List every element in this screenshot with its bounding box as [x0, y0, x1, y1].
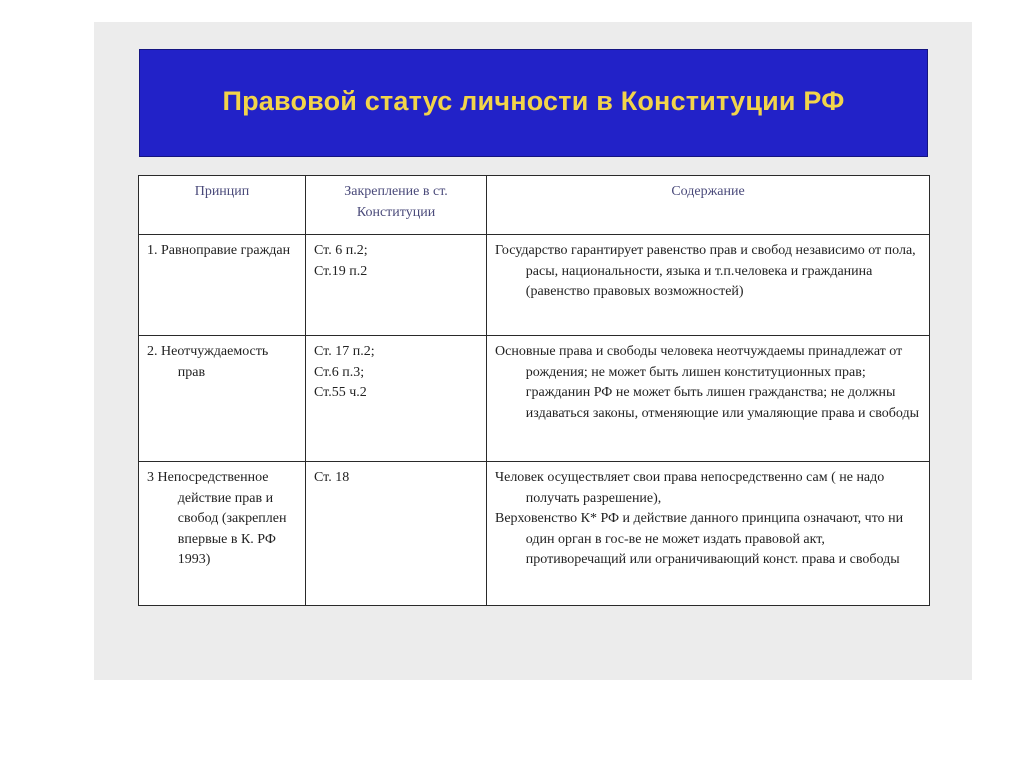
article-ref: Ст. 17 п.2;: [314, 344, 375, 359]
content-cell: [487, 336, 930, 462]
page-title: Правовой статус личности в Конституции РФ: [222, 85, 845, 116]
content-text: Верховенство К* РФ и действие данного принципа означают, что ни один орган в гос-ве не может издать правовой акт, противоречащий или ограничивающий конст. права и свободы: [495, 511, 904, 567]
principle-cell: [139, 235, 306, 336]
content-text: Государство гарантирует равенство прав и свобод независимо от пола, расы, национальности, языка и т.п.человека и гражданина (равенство правовых возможностей): [495, 243, 916, 299]
content-cell: [487, 235, 930, 336]
articles-cell: [306, 336, 487, 462]
article-ref: Ст.19 п.2: [314, 263, 368, 279]
articles-cell: [306, 462, 487, 606]
principle-text: 1. Равноправие граждан: [147, 243, 291, 258]
articles-cell: [306, 235, 487, 336]
header-principle: Принцип: [139, 176, 306, 235]
header-articles: Закрепление в ст. Конституции: [306, 176, 487, 235]
principle-cell: [139, 462, 306, 606]
principle-text: 2. Неотчуждаемость прав: [147, 344, 269, 380]
article-ref: Ст. 6 п.2;: [314, 243, 368, 258]
article-ref: Ст.6 п.3;: [314, 364, 365, 380]
table-row: [139, 462, 930, 606]
article-ref: Ст. 18: [314, 470, 350, 485]
header-content: Содержание: [487, 176, 930, 235]
content-text: Человек осуществляет свои права непосредственно сам ( не надо получать разрешение),: [495, 470, 885, 506]
table-row: [139, 235, 930, 336]
table-row: [139, 336, 930, 462]
table-header-row: [139, 176, 930, 235]
content-cell: [487, 462, 930, 606]
principle-cell: [139, 336, 306, 462]
title-banner: [139, 49, 928, 157]
content-text: Основные права и свободы человека неотчуждаемы принадлежат от рождения; не может быть лишен конституционных прав; гражданин РФ не может быть лишен гражданства; не должны издаваться законы, отменяющие или умаляющие права и свободы: [495, 344, 920, 421]
principle-text: 3 Непосредственное действие прав и свобод (закреплен впервые в К. РФ 1993): [147, 470, 287, 567]
principles-table: [138, 175, 930, 606]
article-ref: Ст.55 ч.2: [314, 385, 367, 400]
